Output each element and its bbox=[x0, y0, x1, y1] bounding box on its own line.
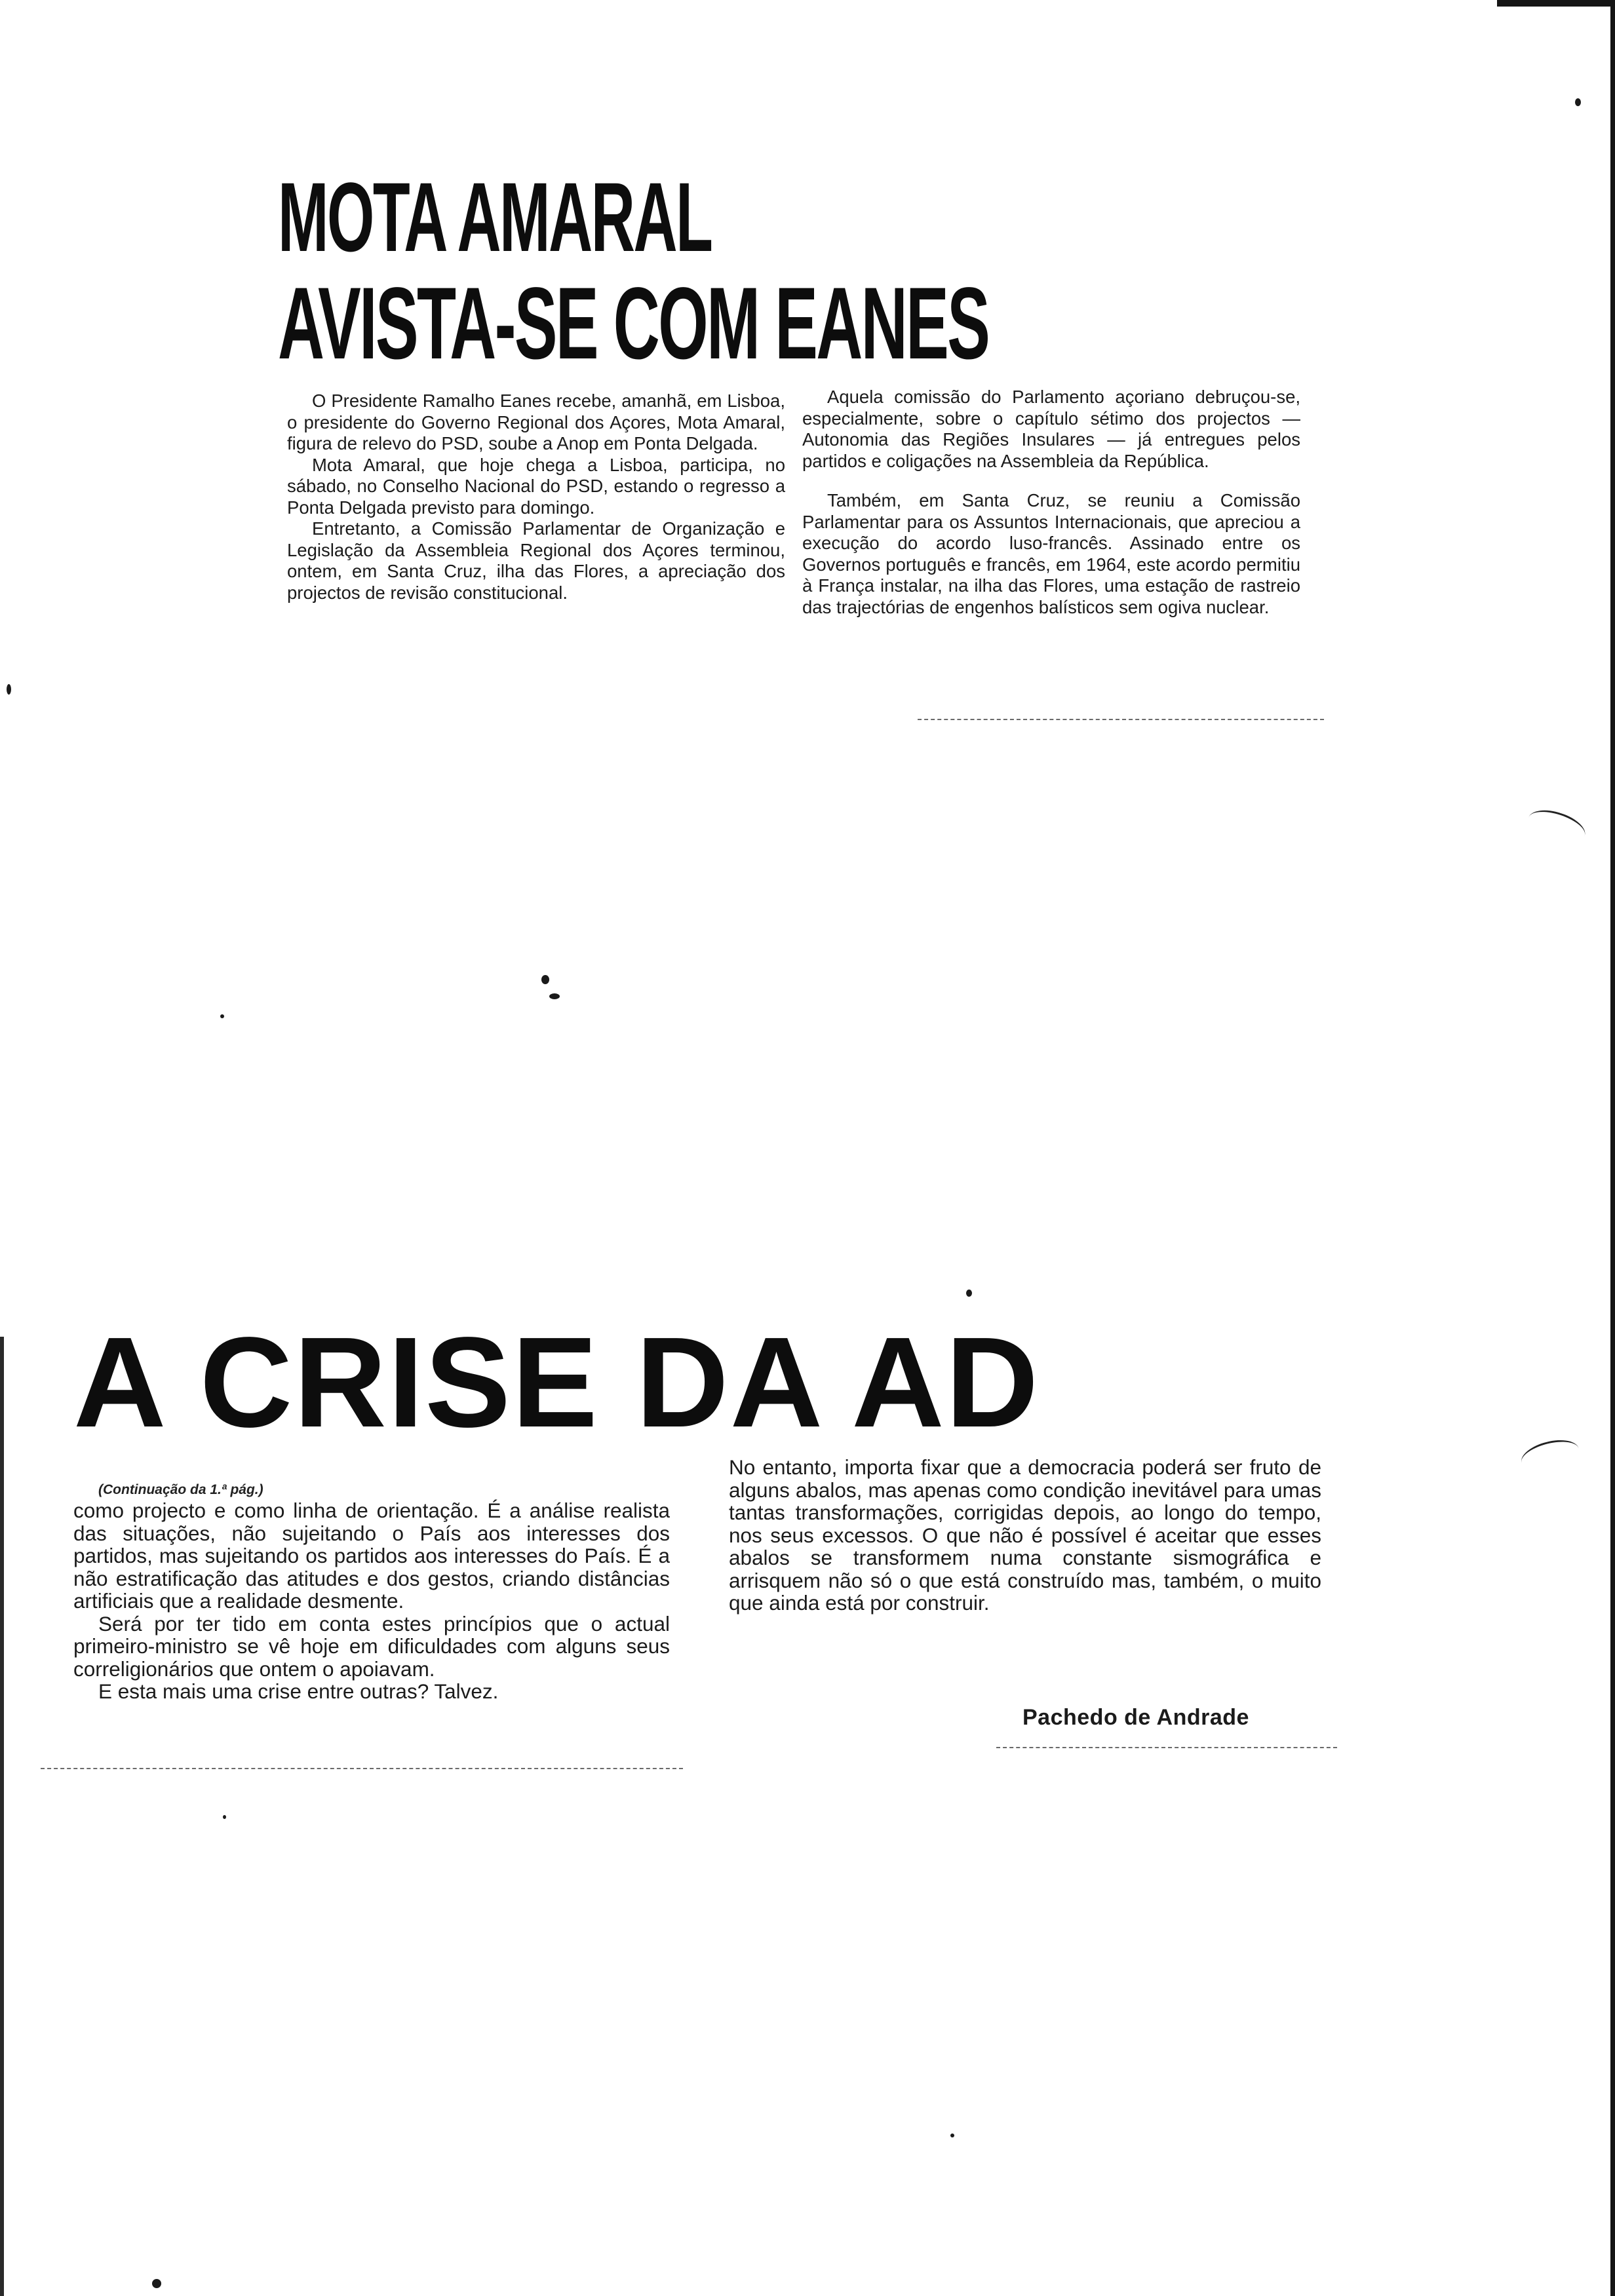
paragraph: Entretanto, a Comissão Parlamentar de Organização e Legislação da Assembleia Regional dos Açores terminou, ontem, em Santa Cruz, ilha das Flores, a apreciação dos projectos de revisão constitucional. bbox=[287, 518, 785, 603]
scan-speck bbox=[220, 1014, 224, 1018]
scan-border-left bbox=[0, 1337, 4, 2296]
paragraph: Mota Amaral, que hoje chega a Lisboa, participa, no sábado, no Conselho Nacional do PSD, estando o regresso a Ponta Delgada previsto para domingo. bbox=[287, 454, 785, 518]
scan-speck bbox=[950, 2133, 954, 2137]
scan-speck bbox=[7, 684, 11, 695]
scan-speck bbox=[966, 1290, 972, 1297]
paragraph: como projecto e como linha de orientação. É a análise realista das situações, não sujeitando o País aos interesses dos partidos, mas sujeitando os partidos aos interesses do País. É a não estratificação das atitudes e dos gestos, criando distâncias artificiais que a realidade desmente. bbox=[73, 1499, 670, 1613]
scan-speck bbox=[152, 2279, 161, 2288]
paragraph: Será por ter tido em conta estes princípios que o actual primeiro-ministro se vê hoje em dificuldades com alguns seus correligionários que ontem o apoiavam. bbox=[73, 1611, 670, 1681]
scan-speck bbox=[1575, 98, 1581, 106]
article-2-column-1 bbox=[73, 1481, 670, 1703]
paragraph: E esta mais uma crise entre outras? Talvez. bbox=[98, 1679, 499, 1703]
article-1-column-1 bbox=[287, 391, 785, 603]
continuation-note: (Continuação da 1.ª pág.) bbox=[98, 1482, 263, 1497]
scan-speck bbox=[223, 1815, 226, 1819]
paragraph: O Presidente Ramalho Eanes recebe, amanhã, em Lisboa, o presidente do Governo Regional dos Açores, Mota Amaral, figura de relevo do PSD, soube a Anop em Ponta Delgada. bbox=[287, 391, 785, 453]
column-rule bbox=[996, 1747, 1337, 1748]
headline-line-1: MOTA AMARAL bbox=[278, 162, 712, 272]
scan-speck bbox=[541, 975, 549, 984]
column-rule bbox=[918, 719, 1324, 720]
paragraph: No entanto, importa fixar que a democracia poderá ser fruto de alguns abalos, mas apenas como condição inevitável para umas tantas transformações, corrigidas depois, ao longo do tempo, nos seus excessos. O que não é possível é aceitar que esses abalos se transformem numa constante sismográfica e arrisquem não só o que está construído mas, também, o muito que ainda está por construir. bbox=[729, 1455, 1321, 1615]
scan-border-right bbox=[1610, 0, 1615, 2296]
headline-a-crise-da-ad: A CRISE DA AD bbox=[73, 1311, 1040, 1454]
paragraph: Também, em Santa Cruz, se reuniu a Comissão Parlamentar para os Assuntos Internacionais, que apreciou a execução do acordo luso-francês. Assinado entre os Governos português e francês, em 1964, este acordo permitiu à França instalar, na ilha das Flores, uma estação de rastreio das trajectórias de engenhos balísticos sem ogiva nuclear. bbox=[802, 490, 1300, 617]
headline-line-2: AVISTA-SE COM EANES bbox=[278, 267, 989, 381]
paper-curl-mark bbox=[1518, 1435, 1582, 1476]
column-rule bbox=[41, 1768, 683, 1769]
scan-border-top bbox=[1497, 0, 1615, 7]
paragraph: Aquela comissão do Parlamento açoriano debruçou-se, especialmente, sobre o capítulo sétimo dos projectos — Autonomia das Regiões Insulares — já entregues pelos partidos e coligações na Assembleia da República. bbox=[802, 387, 1300, 471]
author-signature: Pachedo de Andrade bbox=[1022, 1705, 1249, 1730]
scan-speck bbox=[549, 993, 560, 999]
article-2-column-2 bbox=[729, 1456, 1321, 1615]
paper-curl-mark bbox=[1525, 804, 1589, 849]
article-1-column-2 bbox=[802, 387, 1300, 618]
